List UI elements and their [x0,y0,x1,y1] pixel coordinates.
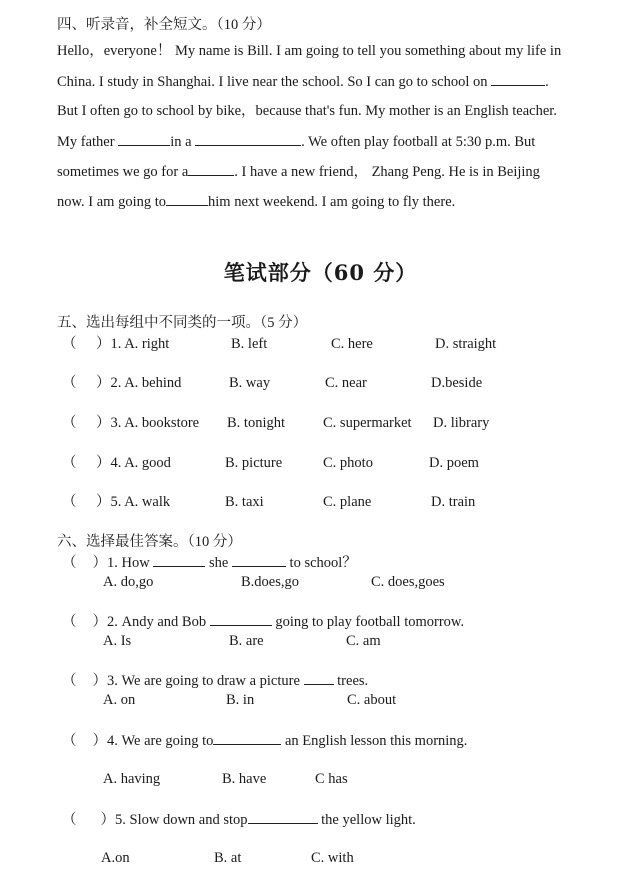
answer-blank[interactable] [491,72,545,86]
passage-line-2 [57,72,549,91]
answer-blank[interactable] [166,192,208,206]
passage-text: My father [57,134,119,150]
passage-line-1 [57,42,561,60]
answer-paren[interactable]: （ [62,455,77,471]
option-c: C. with [311,850,354,866]
option-b: B. are [229,633,264,649]
option-d: D.beside [431,375,483,391]
option-b: B. left [231,336,268,352]
option-b: B. tonight [227,415,286,431]
option-d: D. library [433,415,490,431]
option-a: A. Is [103,633,132,649]
answer-blank[interactable] [213,731,281,745]
answer-paren[interactable]: （ [62,614,77,630]
passage-text: Hello，everyone！ My name is Bill. I am going to tell you something about my life in [57,43,562,59]
answer-blank[interactable] [304,671,334,685]
option-c: C. supermarket [323,415,412,431]
question-3 [62,671,368,690]
question-text: trees. [333,673,369,689]
answer-paren[interactable]: （ [62,673,77,689]
question-text: ）2. Andy and Bob [92,614,210,630]
question-text: ）3. We are going to draw a picture [92,673,304,689]
option-b: B. have [222,771,267,787]
answer-blank[interactable] [232,553,286,567]
option-b: B. taxi [225,494,264,510]
answer-blank[interactable] [210,612,272,626]
passage-text: now. I am going to [57,194,167,210]
question-text: ）5. Slow down and stop [100,812,248,828]
answer-paren[interactable]: （ [62,336,77,352]
question-text: ）1. How [92,555,154,571]
question-1 [62,553,357,572]
passage-line-5 [57,162,540,181]
option-b: B.does,go [241,574,299,590]
option-d: D. train [431,494,476,510]
option-a: ）4. A. good [96,455,171,471]
passage-text: . We often play football at 5:30 p.m. But [301,134,536,150]
option-a: ）3. A. bookstore [96,415,200,431]
option-a: ）2. A. behind [96,375,182,391]
passage-text: . [545,74,549,90]
question-text: to school？ [285,555,357,571]
option-d: D. poem [429,455,479,471]
option-c: C. does,goes [371,574,445,590]
answer-paren[interactable]: （ [62,733,77,749]
answer-paren[interactable]: （ [62,375,77,391]
answer-blank[interactable] [195,132,301,146]
option-a: A. on [103,692,136,708]
option-c: C. am [346,633,381,649]
question-2 [62,612,464,631]
passage-text: . I have a new friend， Zhang Peng. He is in Beijing [234,164,540,180]
answer-paren[interactable]: （ [62,555,77,571]
passage-text: in a [170,134,196,150]
passage-line-3 [57,102,557,120]
question-text: an English lesson this morning. [281,733,468,749]
option-a: A.on [101,850,130,866]
answer-paren[interactable]: （ [62,415,77,431]
answer-blank[interactable] [153,553,205,567]
question-text: she [205,555,232,571]
option-b: B. way [229,375,271,391]
option-a: A. having [103,771,161,787]
passage-line-4 [57,132,535,151]
answer-paren[interactable]: （ [62,812,77,828]
option-b: B. in [226,692,255,708]
passage-line-6 [57,192,455,211]
section5-heading: 五、选出每组中不同类的一项。（5 分） [57,315,308,331]
option-c: C has [315,771,348,787]
question-5 [62,810,416,829]
section6-heading: 六、选择最佳答案。（10 分） [57,534,242,550]
answer-blank[interactable] [188,162,234,176]
section4-heading: 四、听录音，补全短文。（10 分） [57,17,271,33]
passage-text: But I often go to school by bike，because that's fun. My mother is an English teacher. [57,103,557,119]
passage-text: China. I study in Shanghai. I live near the school. So I can go to school on [57,74,492,90]
answer-paren[interactable]: （ [62,494,77,510]
answer-blank[interactable] [118,132,170,146]
passage-text: him next weekend. I am going to fly there. [208,194,456,210]
written-part-title: 笔试部分（60 分） [223,260,418,285]
option-c: C. photo [323,455,373,471]
option-a: ）5. A. walk [96,494,171,510]
question-text: ）4. We are going to [92,733,214,749]
question-text: the yellow light. [317,812,416,828]
option-b: B. picture [225,455,283,471]
option-a: A. do,go [103,574,154,590]
option-c: C. plane [323,494,372,510]
option-c: C. about [347,692,397,708]
option-c: C. near [325,375,367,391]
question-4 [62,731,467,750]
option-b: B. at [214,850,242,866]
option-c: C. here [331,336,373,352]
question-text: going to play football tomorrow. [271,614,465,630]
option-a: ）1. A. right [96,336,170,352]
option-d: D. straight [435,336,497,352]
answer-blank[interactable] [248,810,318,824]
passage-text: sometimes we go for a [57,164,189,180]
